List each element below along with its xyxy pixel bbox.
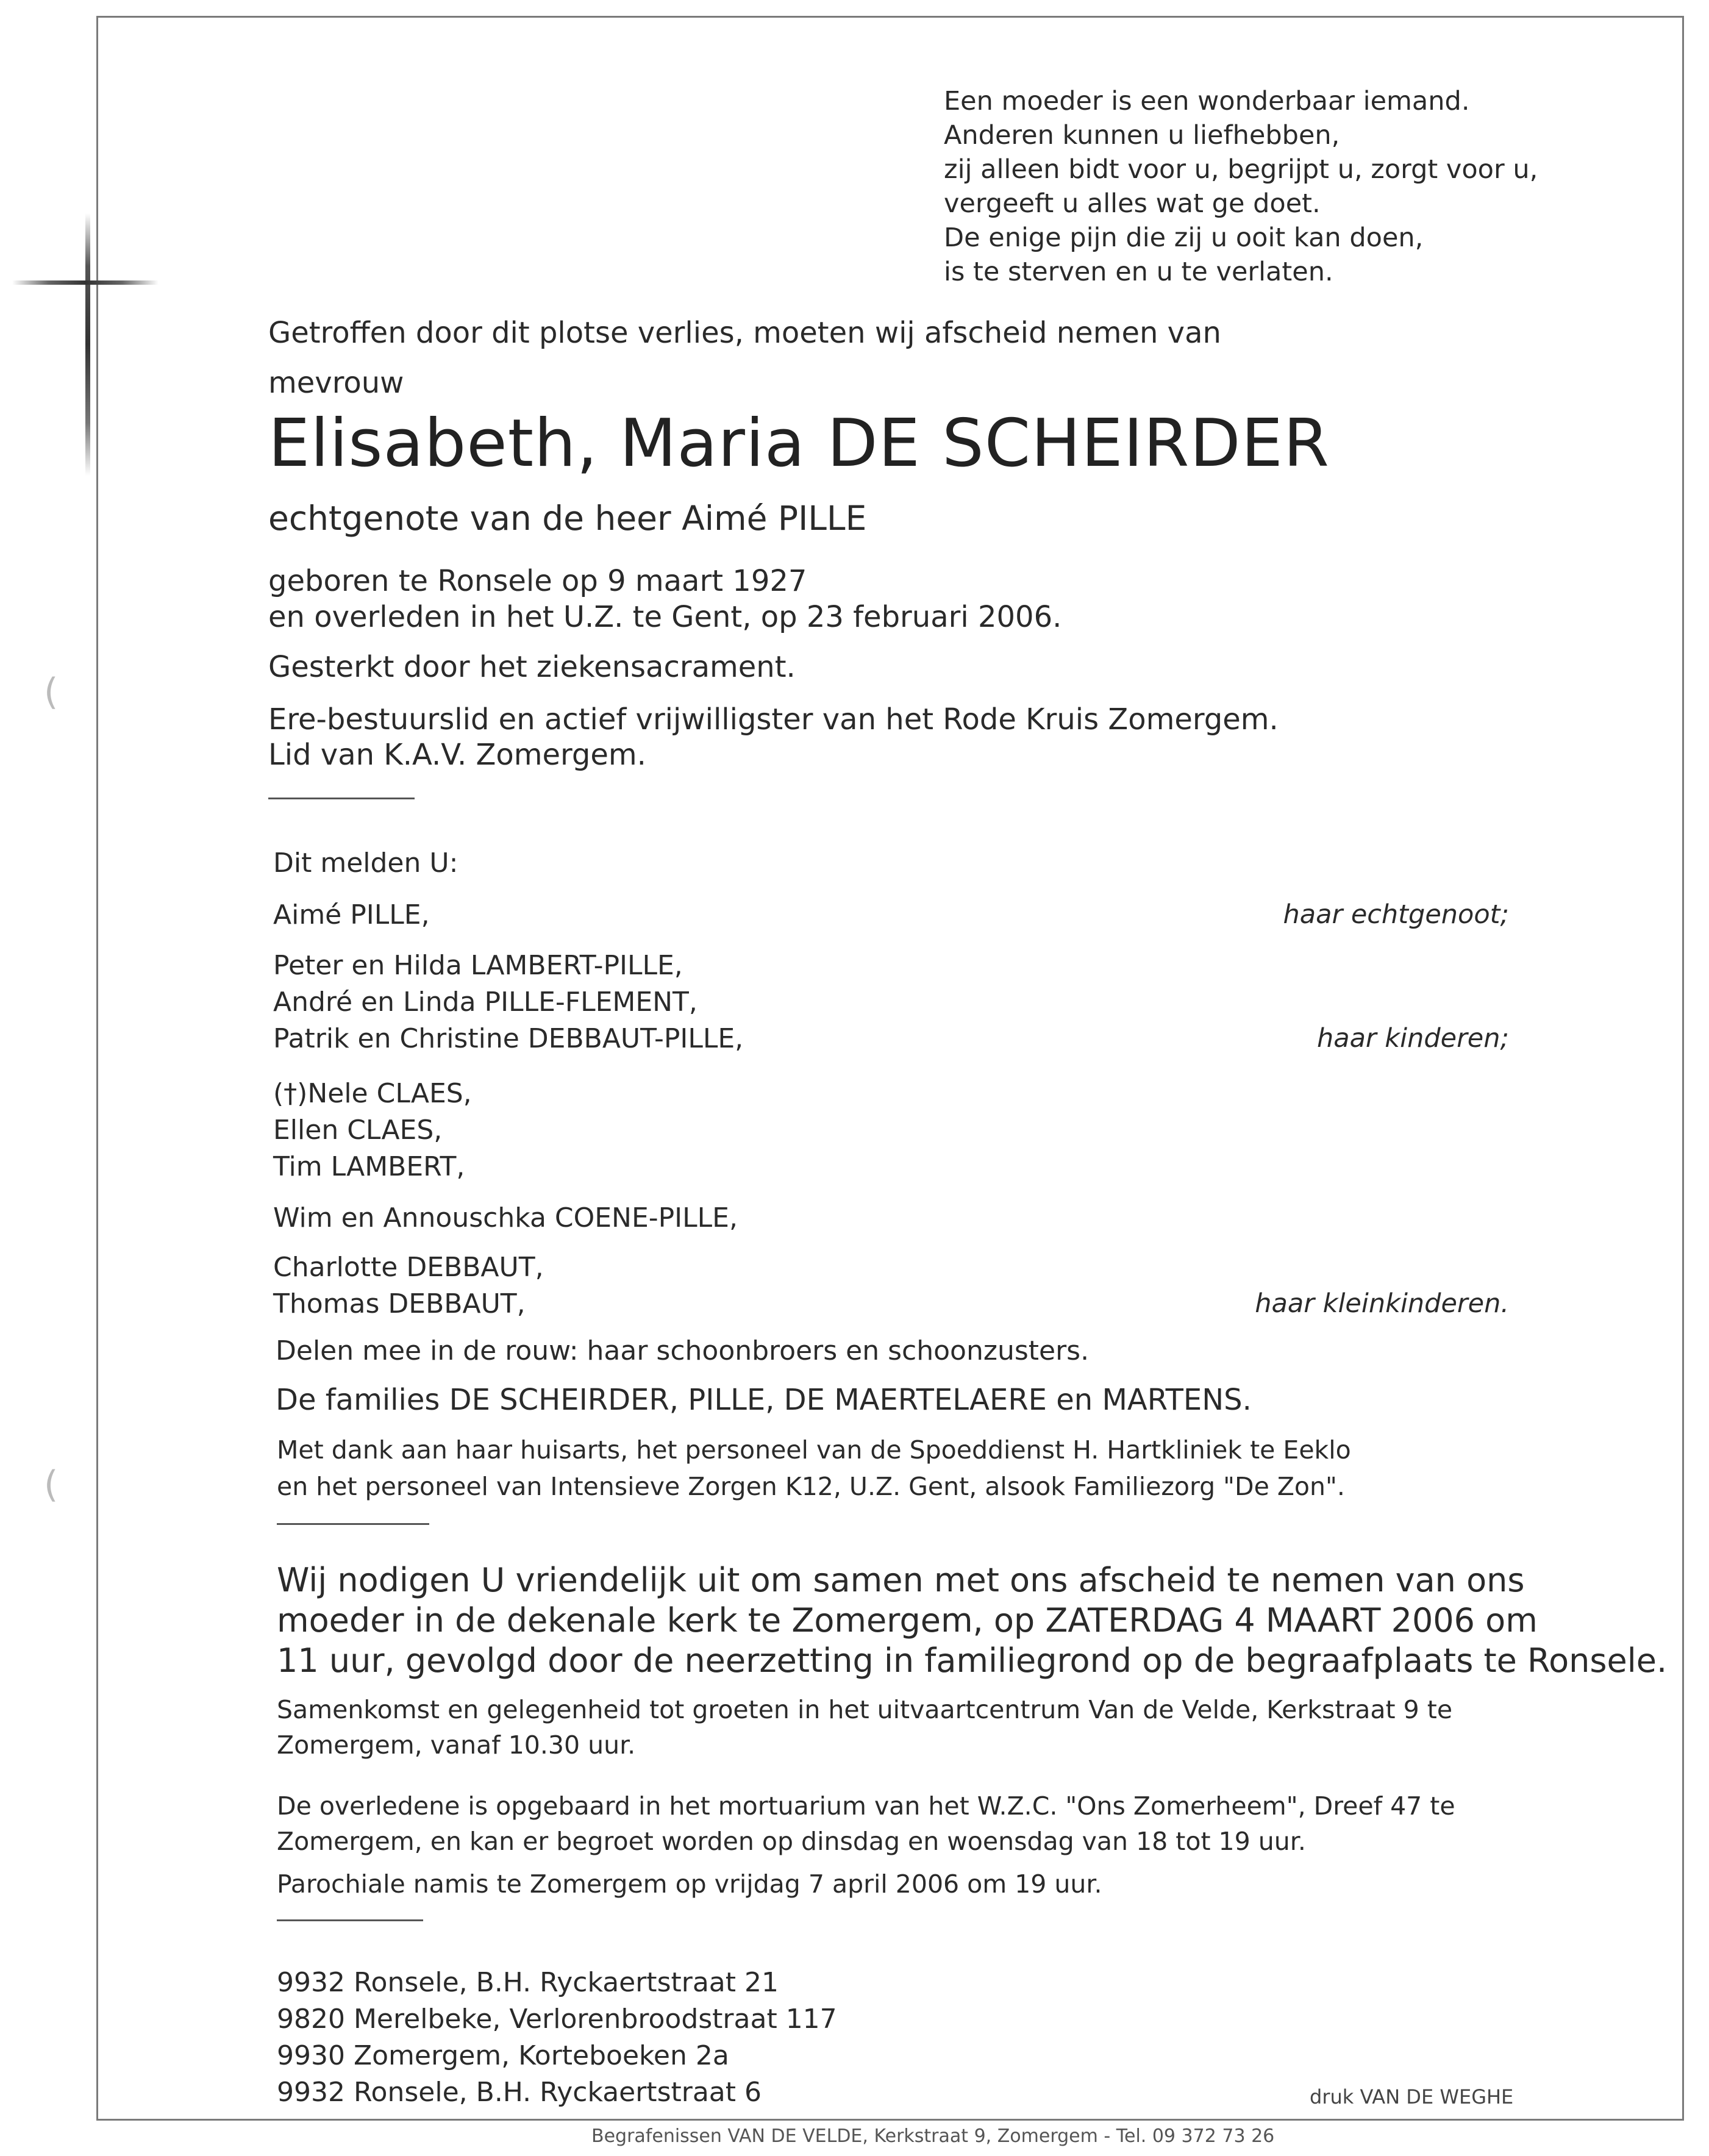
address-line: 9820 Merelbeke, Verlorenbroodstraat 117 <box>277 2004 837 2035</box>
invite-line: moeder in de dekenale kerk te Zomergem, op ZATERDAG 4 MAART 2006 om <box>277 1601 1538 1640</box>
gathering-line: Zomergem, vanaf 10.30 uur. <box>277 1730 636 1760</box>
relation-husband: haar echtgenoot; <box>1283 899 1509 930</box>
laid-out-line: De overledene is opgebaard in het mortuarium van het W.Z.C. "Ons Zomerheem", Dreef 47 te <box>277 1791 1455 1821</box>
intro-text: Getroffen door dit plotse verlies, moeten wij afscheid nemen van <box>268 316 1221 350</box>
binder-mark-bottom: ( <box>44 1463 59 1506</box>
deceased-name: Elisabeth, Maria DE SCHEIRDER <box>268 405 1330 482</box>
printer-credit: druk VAN DE WEGHE <box>1310 2085 1514 2108</box>
poem-line: zij alleen bidt voor u, begrijpt u, zorgt voor u, <box>944 154 1538 185</box>
poem-line: Anderen kunnen u liefhebben, <box>944 120 1340 151</box>
poem-line: is te sterven en u te verlaten. <box>944 257 1333 287</box>
membership-line: Lid van K.A.V. Zomergem. <box>268 738 646 772</box>
address-line: 9932 Ronsele, B.H. Ryckaertstraat 6 <box>277 2077 762 2108</box>
family-grandchild: Charlotte DEBBAUT, <box>273 1252 544 1283</box>
death-line: en overleden in het U.Z. te Gent, op 23 februari 2006. <box>268 600 1062 634</box>
poem-line: De enige pijn die zij u ooit kan doen, <box>944 223 1424 253</box>
family-husband: Aimé PILLE, <box>273 899 430 930</box>
mass-line: Parochiale namis te Zomergem op vrijdag 7 april 2006 om 19 uur. <box>277 1869 1102 1899</box>
relation-grandchildren: haar kleinkinderen. <box>1255 1288 1509 1319</box>
divider <box>277 1523 429 1525</box>
family-grandchild: Thomas DEBBAUT, <box>273 1288 526 1319</box>
family-grandchild: Wim en Annouschka COENE-PILLE, <box>273 1202 738 1233</box>
gathering-line: Samenkomst en gelegenheid tot groeten in het uitvaartcentrum Van de Velde, Kerkstraat 9 te <box>277 1695 1453 1724</box>
thanks-line: Met dank aan haar huisarts, het personeel van de Spoeddienst H. Hartkliniek te Eeklo <box>277 1435 1351 1465</box>
spouse-line: echtgenote van de heer Aimé PILLE <box>268 499 867 538</box>
family-grandchild: (†)Nele CLAES, <box>273 1078 472 1109</box>
poem-line: vergeeft u alles wat ge doet. <box>944 188 1321 219</box>
poem <box>944 84 1538 289</box>
thanks-line: en het personeel van Intensieve Zorgen K12, U.Z. Gent, alsook Familiezorg "De Zon". <box>277 1472 1345 1501</box>
family-child: Patrik en Christine DEBBAUT-PILLE, <box>273 1023 744 1054</box>
funeral-home-footer: Begrafenissen VAN DE VELDE, Kerkstraat 9, Zomergem - Tel. 09 372 73 26 <box>591 2126 1275 2147</box>
family-grandchild: Tim LAMBERT, <box>273 1151 465 1182</box>
announce-line: Dit melden U: <box>273 848 458 879</box>
address-line: 9932 Ronsele, B.H. Ryckaertstraat 21 <box>277 1967 779 1998</box>
title-text: mevrouw <box>268 366 404 400</box>
sacrament-line: Gesterkt door het ziekensacrament. <box>268 650 796 684</box>
families-line: De families DE SCHEIRDER, PILLE, DE MAERTELAERE en MARTENS. <box>276 1383 1252 1417</box>
birth-line: geboren te Ronsele op 9 maart 1927 <box>268 564 807 598</box>
family-grandchild: Ellen CLAES, <box>273 1115 443 1146</box>
binder-mark-top: ( <box>44 671 59 713</box>
role-line: Ere-bestuurslid en actief vrijwilligster van het Rode Kruis Zomergem. <box>268 702 1279 737</box>
family-child: André en Linda PILLE-FLEMENT, <box>273 987 698 1018</box>
divider <box>277 1919 423 1921</box>
relation-children: haar kinderen; <box>1316 1023 1509 1054</box>
laid-out-line: Zomergem, en kan er begroet worden op dinsdag en woensdag van 18 tot 19 uur. <box>277 1827 1306 1856</box>
poem-line: Een moeder is een wonderbaar iemand. <box>944 86 1470 116</box>
invite-line: 11 uur, gevolgd door de neerzetting in familiegrond op de begraafplaats te Ronsele. <box>277 1641 1668 1680</box>
family-child: Peter en Hilda LAMBERT-PILLE, <box>273 950 683 981</box>
mourning-line: Delen mee in de rouw: haar schoonbroers en schoonzusters. <box>276 1335 1090 1366</box>
address-line: 9930 Zomergem, Korteboeken 2a <box>277 2040 729 2071</box>
invite-line: Wij nodigen U vriendelijk uit om samen met ons afscheid te nemen van ons <box>277 1561 1525 1599</box>
divider <box>268 798 415 799</box>
